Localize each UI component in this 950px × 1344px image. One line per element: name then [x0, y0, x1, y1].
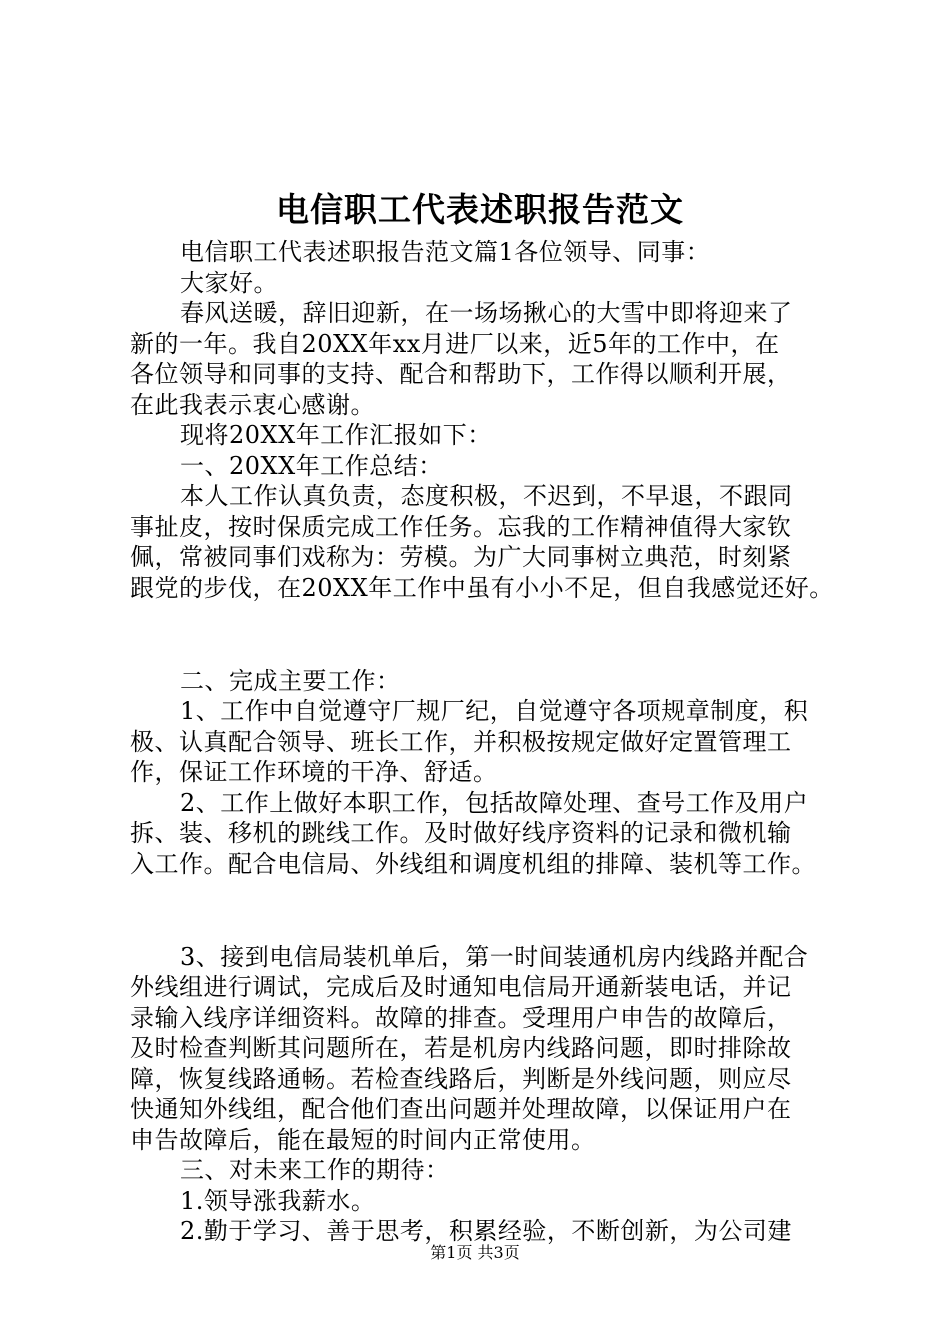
- document-page: [130, 185, 834, 1247]
- document-body: [130, 237, 834, 1247]
- body-text-line: 新的一年。我自20XX年xx月进厂以来，近5年的工作中，在: [130, 329, 780, 358]
- body-text-line: 佩，常被同事们戏称为：劳模。为广大同事树立典范，时刻紧: [130, 543, 792, 571]
- body-text-line: 现将20XX年工作汇报如下：: [180, 421, 492, 449]
- body-text-line: 1.领导涨我薪水。: [180, 1186, 376, 1215]
- body-text-line: 电信职工代表述职报告范文篇1各位领导、同事：: [180, 238, 711, 266]
- body-text-line: 春风送暖，辞旧迎新，在一场场揪心的大雪中即将迎来了: [180, 299, 793, 327]
- body-text-line: 及时检查判断其问题所在，若是机房内线路问题，即时排除故: [130, 1034, 792, 1062]
- body-text-line: 2、工作上做好本职工作，包括故障处理、查号工作及用户: [180, 788, 809, 817]
- blank-line: [130, 895, 830, 926]
- body-text-line: 大家好。: [180, 268, 278, 297]
- body-text-line: 外线组进行调试，完成后及时通知电信局开通新装电话，并记: [130, 973, 792, 1001]
- body-text-line: 拆、装、移机的跳线工作。及时做好线序资料的记录和微机输: [130, 819, 792, 847]
- body-text-line: 二、完成主要工作：: [180, 666, 401, 695]
- body-text-line: 各位领导和同事的支持、配合和帮助下，工作得以顺利开展，: [130, 360, 792, 388]
- body-text-line: 1、工作中自觉遵守厂规厂纪，自觉遵守各项规章制度，积: [180, 697, 809, 725]
- body-text-line: 跟党的步伐，在20XX年工作中虽有小小不足，但自我感觉还好。: [130, 573, 834, 602]
- body-text-line: 三、对未来工作的期待：: [180, 1156, 450, 1184]
- body-text-line: 事扯皮，按时保质完成工作任务。忘我的工作精神值得大家钦: [130, 512, 792, 541]
- body-text-line: 在此我表示衷心感谢。: [130, 390, 375, 419]
- document-title: 电信职工代表述职报告范文: [276, 190, 684, 229]
- body-text-line: 极、认真配合领导、班长工作，并积极按规定做好定置管理工: [130, 727, 792, 756]
- body-text-line: 申告故障后，能在最短的时间内正常使用。: [130, 1125, 596, 1154]
- blank-line: [130, 619, 830, 650]
- body-text-line: 快通知外线组，配合他们查出问题并处理故障，以保证用户在: [130, 1095, 792, 1123]
- body-text-line: 本人工作认真负责，态度积极，不迟到，不早退，不跟同: [180, 482, 793, 510]
- body-text-line: 3、接到电信局装机单后，第一时间装通机房内线路并配合: [180, 942, 809, 971]
- body-text-line: 2.勤于学习、善于思考，积累经验，不断创新，为公司建: [180, 1217, 792, 1245]
- page-footer: 第1页 共3页: [430, 1243, 520, 1262]
- body-text-line: 作，保证工作环境的干净、舒适。: [130, 758, 498, 786]
- body-text-line: 障，恢复线路通畅。若检查线路后，判断是外线问题，则应尽: [130, 1064, 792, 1093]
- body-text-line: 录输入线序详细资料。故障的排查。受理用户申告的故障后，: [130, 1003, 792, 1032]
- body-text-line: 一、20XX年工作总结：: [180, 451, 443, 480]
- body-text-line: 入工作。配合电信局、外线组和调度机组的排障、装机等工作。: [130, 849, 816, 878]
